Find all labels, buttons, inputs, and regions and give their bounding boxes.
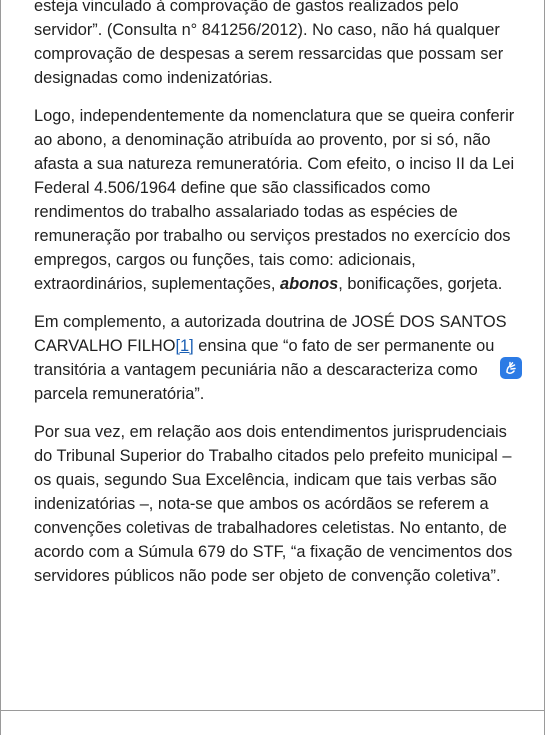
paragraph-consulta: [34, 0, 522, 90]
paragraph-doutrina: [34, 310, 522, 406]
paragraph-text: Por sua vez, em relação aos dois entendimentos jurisprudenciais do Tribunal Superior do Trabalho citados pelo prefeito municipal – os quais, segundo Sua Excelência, indicam que tais verbas são indenizatórias –, nota-se que ambos os acórdãos se referem a convenções coletivas de trabalhadores celetistas. No entanto, de acordo com a Súmula 679 do STF, “a fixação de vencimentos dos servidores públicos não pode ser objeto de convenção coletiva”.: [34, 423, 513, 585]
paragraph-text: esteja vinculado à comprovação de gastos realizados pelo servidor”. (Consulta n° 841256/2012). No caso, não há qualquer comprovação de despesas a serem ressarcidas que possam ser designadas como indenizatórias.: [34, 0, 504, 87]
paragraph-text: , bonificações, gorjeta.: [338, 275, 503, 293]
paragraph-text: Em complemento, a autorizada doutrina de JOSÉ DOS SANTOS CARVALHO FILHO: [34, 313, 507, 355]
footnote-link-1[interactable]: [1]: [175, 337, 194, 355]
sign-language-hand-icon: [503, 360, 519, 376]
paragraph-nomenclatura: [34, 104, 522, 296]
article-body: [34, 0, 522, 602]
emphasis-abonos: abonos: [280, 275, 339, 293]
page-bottom-border: [1, 710, 544, 711]
accessibility-sign-language-button[interactable]: [500, 357, 522, 379]
paragraph-text: Logo, independentemente da nomenclatura que se queira conferir ao abono, a denominação atribuída ao provento, por si só, não afasta a sua natureza remuneratória. Com efeito, o inciso II da Lei Federal 4.506/1964 define que são classificados como rendimentos do trabalho assalariado todas as espécies de remuneração por trabalho ou serviços prestados no exercício dos empregos, cargos ou funções, tais como: adicionais, extraordinários, suplementações,: [34, 107, 515, 293]
paragraph-tst: [34, 420, 522, 588]
paragraph-text: ensina que “o fato de ser permanente ou transitória a vantagem pecuniária não a descaracteriza como parcela remuneratória”.: [34, 337, 495, 403]
